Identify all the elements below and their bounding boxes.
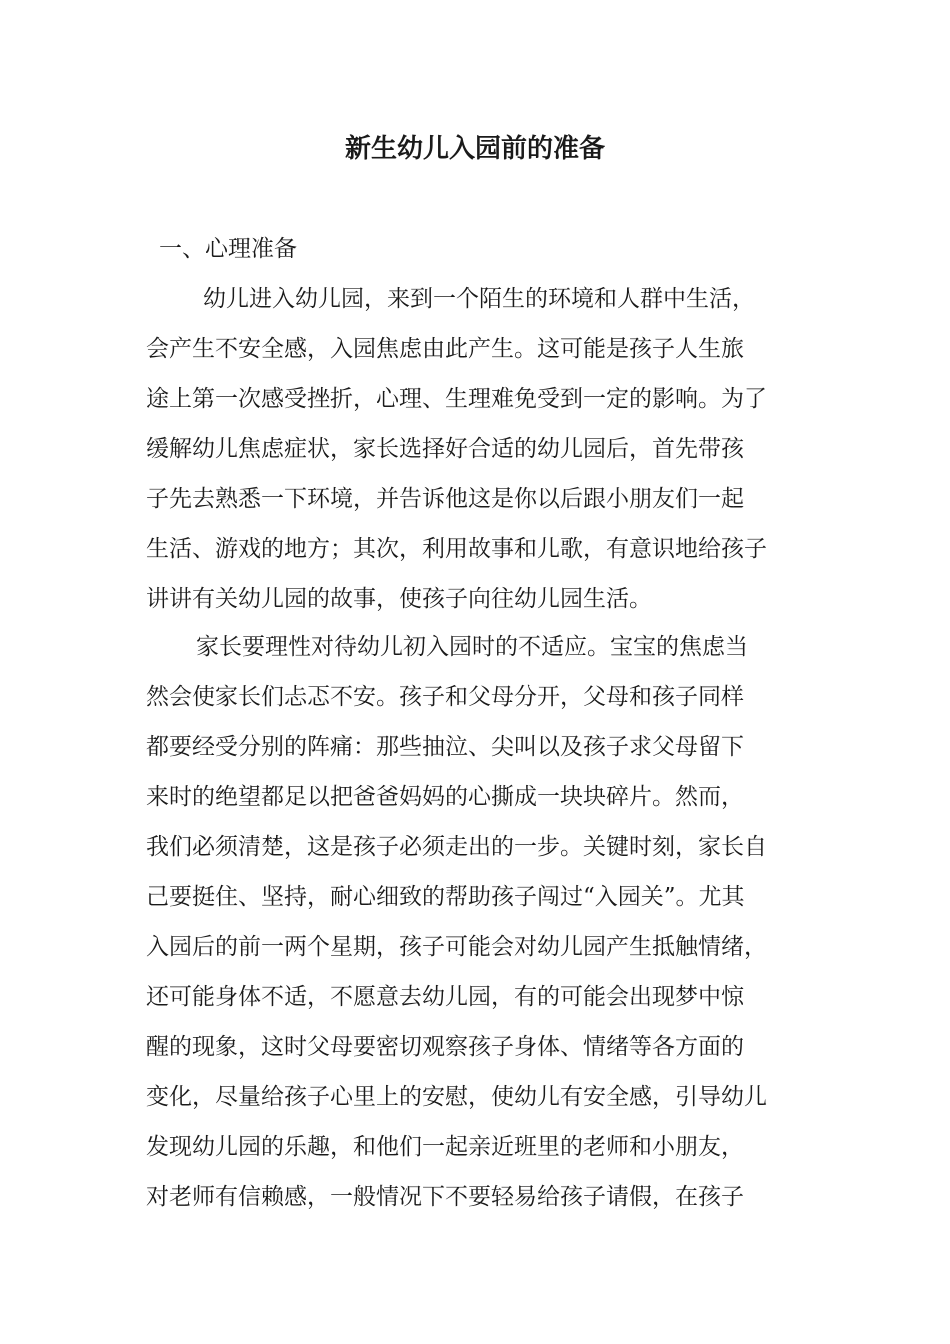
body-line: 家长要理性对待幼儿初入园时的不适应。宝宝的焦虑当 [196,634,748,660]
body-line: 己要挺住、坚持，耐心细致的帮助孩子闯过“入园关”。尤其 [146,884,745,910]
body-line: 缓解幼儿焦虑症状，家长选择好合适的幼儿园后，首先带孩 [146,436,744,462]
document-title: 新生幼儿入园前的准备 [344,134,605,164]
body-line: 发现幼儿园的乐趣，和他们一起亲近班里的老师和小朋友， [146,1134,744,1160]
body-line: 都要经受分别的阵痛：那些抽泣、尖叫以及孩子求父母留下 [146,734,744,760]
body-line: 醒的现象，这时父母要密切观察孩子身体、情绪等各方面的 [146,1034,744,1060]
body-line: 入园后的前一两个星期，孩子可能会对幼儿园产生抵触情绪， [146,934,767,960]
body-line: 我们必须清楚，这是孩子必须走出的一步。关键时刻，家长自 [146,834,767,860]
body-line: 会产生不安全感，入园焦虑由此产生。这可能是孩子人生旅 [146,336,744,362]
body-line: 对老师有信赖感，一般情况下不要轻易给孩子请假，在孩子 [146,1184,744,1210]
body-line: 然会使家长们忐忑不安。孩子和父母分开，父母和孩子同样 [146,684,744,710]
section-heading: 一、心理准备 [159,236,297,262]
body-line: 变化，尽量给孩子心里上的安慰，使幼儿有安全感，引导幼儿 [146,1084,767,1110]
body-line: 幼儿进入幼儿园，来到一个陌生的环境和人群中生活， [203,286,755,312]
body-line: 途上第一次感受挫折，心理、生理难免受到一定的影响。为了 [146,386,767,412]
body-line: 还可能身体不适，不愿意去幼儿园，有的可能会出现梦中惊 [146,984,744,1010]
body-line: 讲讲有关幼儿园的故事，使孩子向往幼儿园生活。 [146,586,652,612]
body-line: 子先去熟悉一下环境，并告诉他这是你以后跟小朋友们一起 [146,486,744,512]
body-line: 生活、游戏的地方；其次，利用故事和儿歌，有意识地给孩子 [146,536,767,562]
body-line: 来时的绝望都足以把爸爸妈妈的心撕成一块块碎片。然而， [146,784,744,810]
